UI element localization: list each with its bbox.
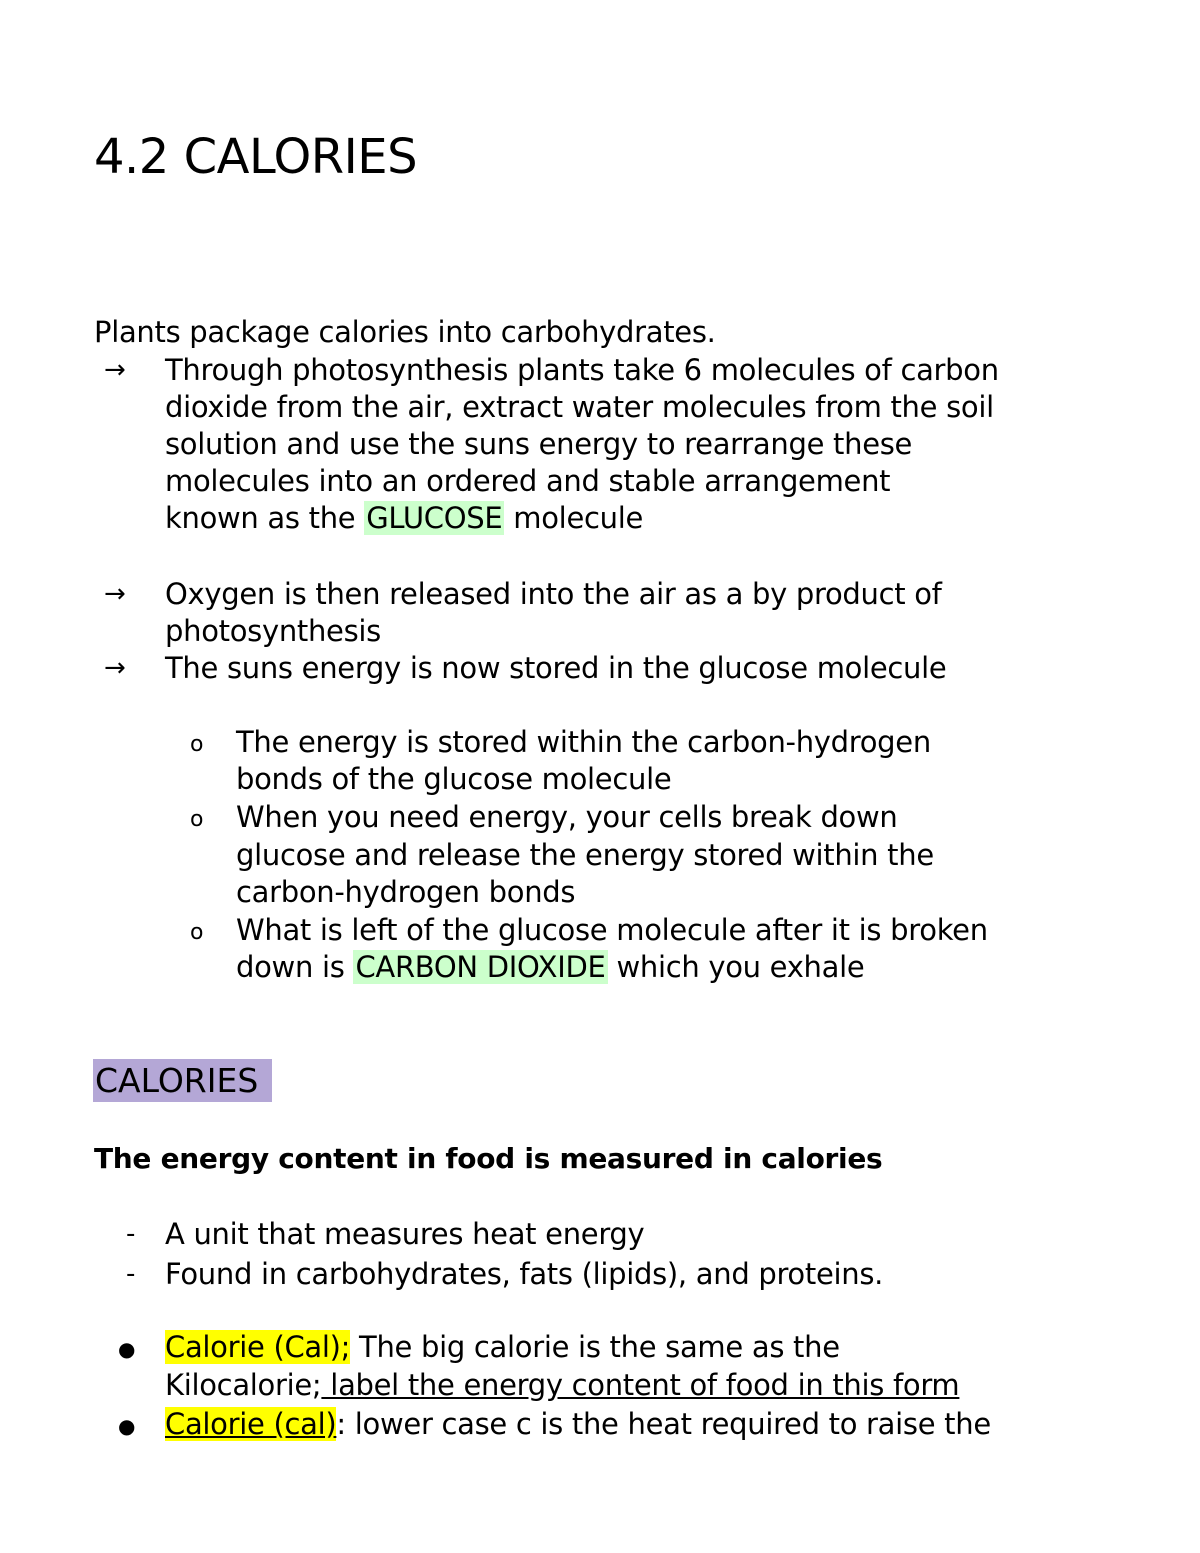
arrow-item-1-line-2: dioxide from the air, extract water molecules from the soil [165,390,994,424]
dot-item-1-line-2 [165,1367,959,1404]
circle-bullet-icon: o [190,807,204,832]
arrow-item-3-line-1: The suns energy is now stored in the glucose molecule [165,651,947,685]
text-segment: down is [236,950,354,984]
sub-item-1-line-2: bonds of the glucose molecule [236,762,672,796]
sub-item-3-line-1: What is left of the glucose molecule after it is broken [236,913,988,947]
bold-statement: The energy content in food is measured in calories [94,1142,883,1175]
glucose-highlight: GLUCOSE [366,501,503,535]
sub-item-2-line-3: carbon-hydrogen bonds [236,875,576,909]
underlined-text: label the energy content of food in this form [321,1368,960,1402]
dash-bullet-icon: - [126,1259,136,1289]
arrow-bullet-icon: → [104,653,126,683]
text-segment: Kilocalorie; [165,1368,322,1402]
sub-item-2-line-1: When you need energy, your cells break down [236,800,898,834]
sub-item-2-line-2: glucose and release the energy stored within the [236,838,934,872]
section-heading [93,1060,272,1102]
arrow-item-2-line-2: photosynthesis [165,614,381,648]
carbon-dioxide-highlight: CARBON DIOXIDE [355,950,606,984]
arrow-item-1-line-5 [165,500,643,537]
arrow-item-1-line-1: Through photosynthesis plants take 6 molecules of carbon [165,353,999,387]
text-segment: lower case c is the heat required to raise the [345,1407,991,1441]
dash-bullet-icon: - [126,1219,136,1249]
dash-item-1: A unit that measures heat energy [165,1217,645,1251]
section-heading-highlight: CALORIES [93,1059,272,1102]
arrow-bullet-icon: → [104,579,126,609]
circle-bullet-icon: o [190,732,204,757]
arrow-item-1-line-4: molecules into an ordered and stable arrangement [165,464,891,498]
calorie-small-cal-highlight: Calorie (cal) [165,1407,337,1441]
page-title: 4.2 CALORIES [94,129,418,185]
sub-item-1-line-1: The energy is stored within the carbon-hydrogen [236,725,931,759]
calorie-cal-highlight: Calorie (Cal); [165,1330,351,1364]
text-segment: which you exhale [607,950,865,984]
text-segment: known as the [165,501,365,535]
dot-bullet-icon: ● [118,1414,136,1438]
circle-bullet-icon: o [190,920,204,945]
intro-text: Plants package calories into carbohydrates. [94,315,716,349]
dash-item-2: Found in carbohydrates, fats (lipids), and proteins. [165,1257,884,1291]
sub-item-3-line-2 [236,949,864,986]
dot-item-2-line-1 [165,1406,991,1443]
text-segment: molecule [504,501,644,535]
text-segment: The big calorie is the same as the [350,1330,840,1364]
text-segment: : [336,1407,346,1441]
dot-bullet-icon: ● [118,1337,136,1361]
arrow-bullet-icon: → [104,355,126,385]
arrow-item-1-line-3: solution and use the suns energy to rearrange these [165,427,913,461]
dot-item-1-line-1 [165,1329,840,1366]
arrow-item-2-line-1: Oxygen is then released into the air as a by product of [165,577,942,611]
